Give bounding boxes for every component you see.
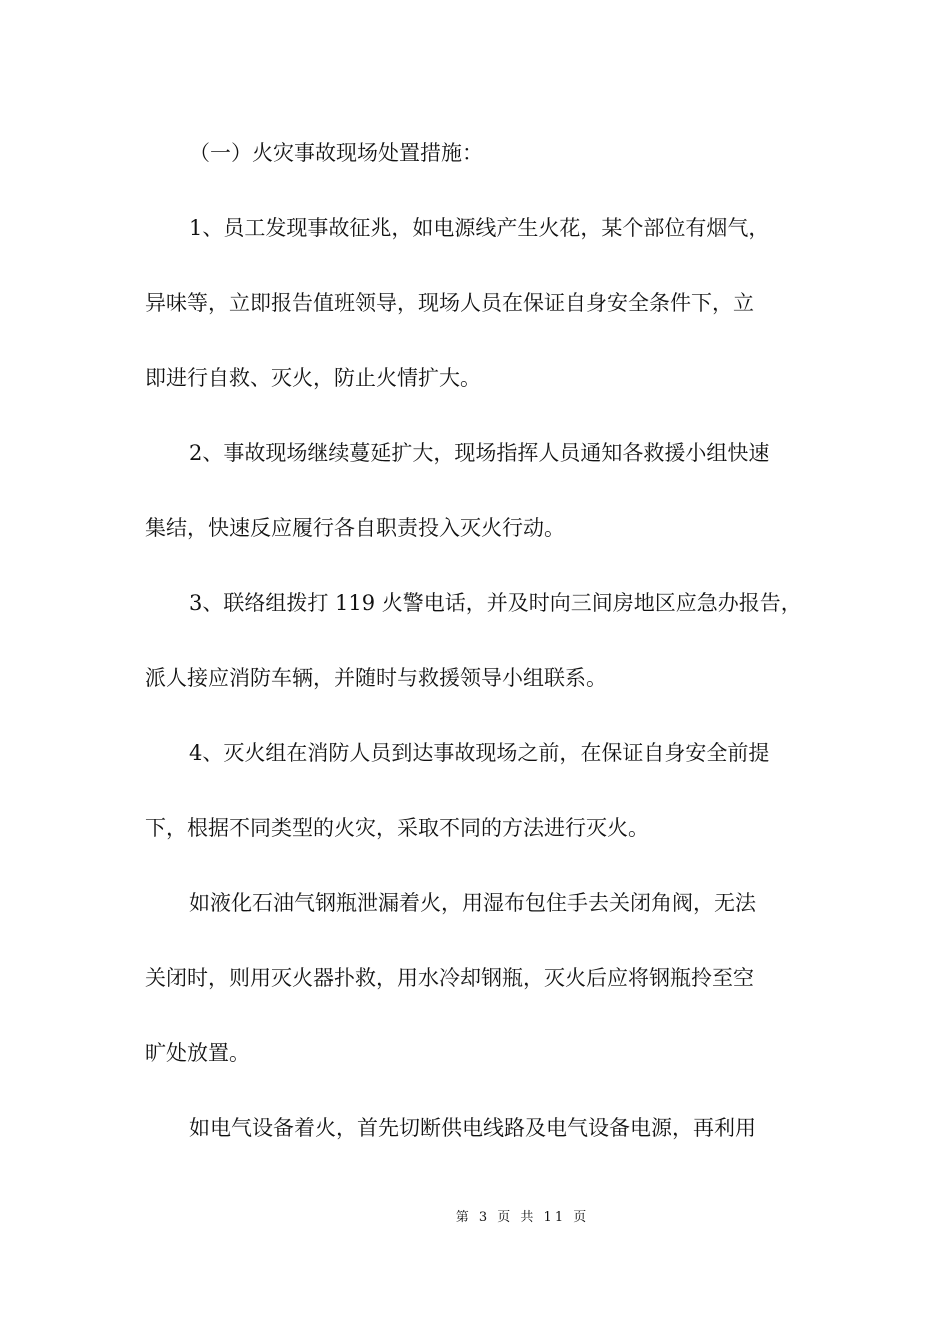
paragraph-line: 2、事故现场继续蔓延扩大，现场指挥人员通知各救援小组快速 xyxy=(189,441,770,465)
page-number-footer: 第 3 页 共 11 页 xyxy=(455,1210,590,1225)
paragraph-line: 即进行自救、灭火，防止火情扩大。 xyxy=(145,366,481,390)
paragraph-line: 如电气设备着火，首先切断供电线路及电气设备电源，再利用 xyxy=(189,1116,756,1140)
document-body xyxy=(145,128,820,1178)
paragraph-line: 1、员工发现事故征兆，如电源线产生火花，某个部位有烟气， xyxy=(189,216,770,240)
paragraph-line: 集结，快速反应履行各自职责投入灭火行动。 xyxy=(145,516,565,540)
paragraph-line: 派人接应消防车辆，并随时与救援领导小组联系。 xyxy=(145,666,607,690)
section-heading: （一）火灾事故现场处置措施： xyxy=(189,141,483,165)
paragraph-line: 如液化石油气钢瓶泄漏着火，用湿布包住手去关闭角阀，无法 xyxy=(189,891,756,915)
paragraph-line: 3、联络组拨打 119 火警电话，并及时向三间房地区应急办报告， xyxy=(189,591,802,615)
paragraph-line: 4、灭火组在消防人员到达事故现场之前，在保证自身安全前提 xyxy=(189,741,770,765)
paragraph-line: 关闭时，则用灭火器扑救，用水冷却钢瓶，灭火后应将钢瓶拎至空 xyxy=(145,966,754,990)
paragraph-line: 旷处放置。 xyxy=(145,1041,250,1065)
paragraph-line: 异味等，立即报告值班领导，现场人员在保证自身安全条件下，立 xyxy=(145,291,754,315)
paragraph-line: 下，根据不同类型的火灾，采取不同的方法进行灭火。 xyxy=(145,816,649,840)
